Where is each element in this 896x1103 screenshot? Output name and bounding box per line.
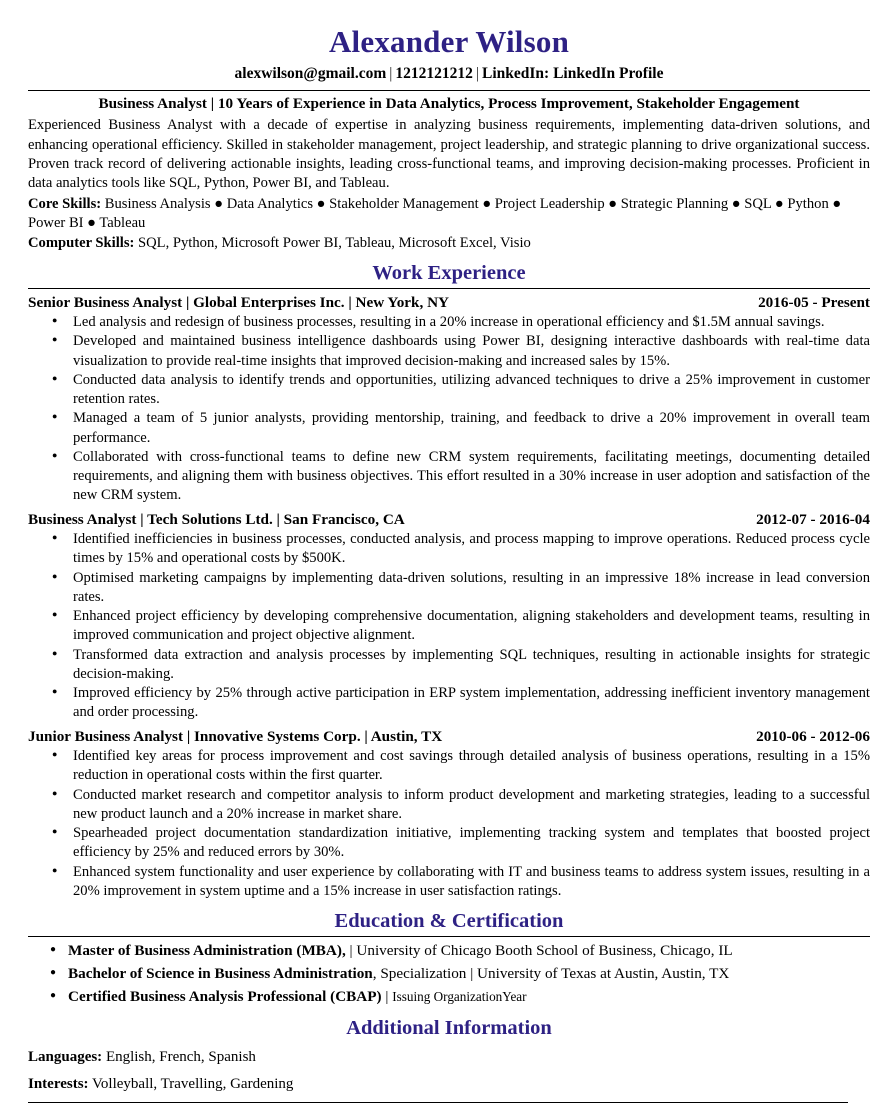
professional-headline: Business Analyst | 10 Years of Experience in Data Analytics, Process Improvement, Stakeholder Engagement <box>98 95 800 113</box>
education-item <box>28 939 870 962</box>
job-bullet <box>28 824 870 863</box>
job-bullet-text: ● Conducted market research and competitor analysis to inform product development and marketing strategies, leading to a successful new product launch and a 20% increase in market share. <box>73 786 870 822</box>
certification-name: Certified Business Analysis Professional (CBAP) <box>68 987 382 1005</box>
job-bullet <box>28 448 870 506</box>
contact-line <box>28 65 870 84</box>
education-institution: University of Texas at Austin, Austin, TX <box>477 964 730 982</box>
header-divider <box>28 90 870 91</box>
job-title-company-location: Senior Business Analyst | Global Enterprises Inc. | New York, NY <box>28 293 450 311</box>
job-bullet <box>28 530 870 569</box>
contact-phone[interactable]: 1212121212 <box>395 64 473 82</box>
certification-issuer: Issuing OrganizationYear <box>392 988 527 1004</box>
job-bullet <box>28 646 870 685</box>
job-bullet-text: ● Transformed data extraction and analysis processes by implementing SQL techniques, resulting in actionable insights for strategic decision-making. <box>73 646 870 682</box>
job-bullet <box>28 332 870 371</box>
job-bullet-text: ● Spearheaded project documentation standardization initiative, implementing tracking system and templates that boosted project efficiency by 25% and reduced errors by 30%. <box>73 825 870 861</box>
education-pipe: | <box>470 964 474 982</box>
work-experience-divider <box>28 288 870 289</box>
languages-line <box>28 1047 870 1068</box>
contact-separator-2: | <box>475 64 479 82</box>
job-header <box>28 727 870 748</box>
education-list <box>28 939 870 1008</box>
job-bullet-text: ● Led analysis and redesign of business processes, resulting in a 20% increase in operational efficiency and $1.5M annual savings. <box>73 314 825 331</box>
job-bullet-text: ● Identified inefficiencies in business processes, conducted analysis, and process mapping to improve operations. Reduced process cycle times by 15% and operational costs by $500K. <box>73 531 870 567</box>
job-bullet <box>28 786 870 825</box>
job-bullet-text: ● Conducted data analysis to identify trends and opportunities, utilizing advanced techniques to drive a 25% improvement in customer retention rates. <box>73 371 870 408</box>
education-pipe: | <box>385 987 389 1005</box>
job-bullet-list <box>28 313 870 506</box>
job-dates: 2016-05 - Present <box>758 293 870 311</box>
languages-label: Languages: <box>28 1048 103 1065</box>
education-degree: Bachelor of Science in Business Administration <box>68 964 373 982</box>
job-dates: 2012-07 - 2016-04 <box>756 510 870 528</box>
education-degree: Master of Business Administration (MBA), <box>68 941 346 959</box>
job-bullet-text: ● Identified key areas for process improvement and cost savings through detailed analysis of business operations, resulting in a 15% reduction in operational costs within the first quarter. <box>73 748 870 784</box>
job-header <box>28 510 870 531</box>
interests-line <box>28 1074 870 1095</box>
job-bullet <box>28 409 870 448</box>
job-bullet-text: ● Enhanced system functionality and user experience by collaborating with IT and business teams to address system issues, resulting in a 20% improvement in system uptime and a 15% increase in user satisfaction ratings. <box>73 863 870 899</box>
job-dates: 2010-06 - 2012-06 <box>756 727 870 745</box>
education-divider <box>28 936 870 937</box>
job-bullet <box>28 607 870 646</box>
job-bullet <box>28 863 870 902</box>
job-title-company-location: Business Analyst | Tech Solutions Ltd. | San Francisco, CA <box>28 510 405 528</box>
core-skills-label: Core Skills: <box>28 195 102 212</box>
computer-skills-value: SQL, Python, Microsoft Power BI, Tableau, Microsoft Excel, Visio <box>138 234 531 251</box>
core-skills-value: Business Analysis ● Data Analytics ● Stakeholder Management ● Project Leadership ● Strategic Planning ● SQL ● Python ● Power BI ● Tableau <box>28 195 842 232</box>
job-bullet-text: ● Collaborated with cross-functional teams to define new CRM system requirements, facilitating meetings, documenting detailed requirements, and aligning them with business objectives. This effort resulted in a 30% increase in user adoption and satisfaction of the new CRM system. <box>73 448 870 504</box>
candidate-name: Alexander Wilson <box>328 24 570 59</box>
contact-linkedin[interactable]: LinkedIn: LinkedIn Profile <box>482 64 664 82</box>
professional-summary: Experienced Business Analyst with a decade of expertise in analyzing business requirements, implementing data-driven solutions, and enhancing operational efficiency. Skilled in stakeholder management, project leadership, and strategic planning to drive organizational success. Proven track record of delivering actionable insights, leading cross-functional teams, and improving decision-making processes. Proficient in data analytics tools like SQL, Python, Power BI, and Tableau. <box>28 117 870 192</box>
education-specialization: , Specialization <box>372 964 467 982</box>
interests-value: Volleyball, Travelling, Gardening <box>92 1075 294 1092</box>
job-bullet <box>28 684 870 723</box>
job-bullet <box>28 371 870 410</box>
job-header <box>28 293 870 314</box>
job-bullet-text: ● Enhanced project efficiency by developing comprehensive documentation, aligning stakeholders and development teams, resulting in improved communication and project objective alignment. <box>73 608 870 644</box>
section-title-education: Education & Certification <box>334 910 564 933</box>
job-bullet-text: ● Improved efficiency by 25% through active participation in ERP system implementation, addressing inefficient inventory management and order processing. <box>73 685 870 721</box>
education-institution: University of Chicago Booth School of Business, Chicago, IL <box>356 941 733 959</box>
section-title-work-experience: Work Experience <box>372 261 526 284</box>
computer-skills-line <box>28 234 870 253</box>
languages-value: English, French, Spanish <box>105 1048 256 1065</box>
job-bullet <box>28 313 870 332</box>
job-bullet-text: ● Optimised marketing campaigns by implementing data-driven solutions, resulting in an impressive 18% increase in lead conversion rates. <box>73 569 870 605</box>
education-item <box>28 962 870 985</box>
core-skills-line <box>28 195 870 234</box>
computer-skills-label: Computer Skills: <box>28 234 135 251</box>
footer-divider-wrap <box>28 1102 870 1103</box>
job-bullet <box>28 569 870 608</box>
job-bullet-text: ● Managed a team of 5 junior analysts, providing mentorship, training, and feedback to drive a 20% improvement in overall team performance. <box>73 410 870 446</box>
contact-separator-1: | <box>389 64 393 82</box>
job-title-company-location: Junior Business Analyst | Innovative Systems Corp. | Austin, TX <box>28 727 443 745</box>
job-bullet <box>28 747 870 786</box>
education-item <box>28 985 870 1008</box>
education-pipe: | <box>349 941 353 959</box>
footer-divider <box>28 1102 848 1103</box>
job-bullet-list <box>28 747 870 901</box>
job-bullet-text: ● Developed and maintained business intelligence dashboards using Power BI, designing interactive dashboards with real-time data visualization to provide real-time insights that improved decision-making and increased sales by 15%. <box>73 333 870 369</box>
section-title-additional-information: Additional Information <box>346 1017 552 1039</box>
interests-label: Interests: <box>28 1075 89 1092</box>
contact-email[interactable]: alexwilson@gmail.com <box>234 64 387 82</box>
job-bullet-list <box>28 530 870 723</box>
